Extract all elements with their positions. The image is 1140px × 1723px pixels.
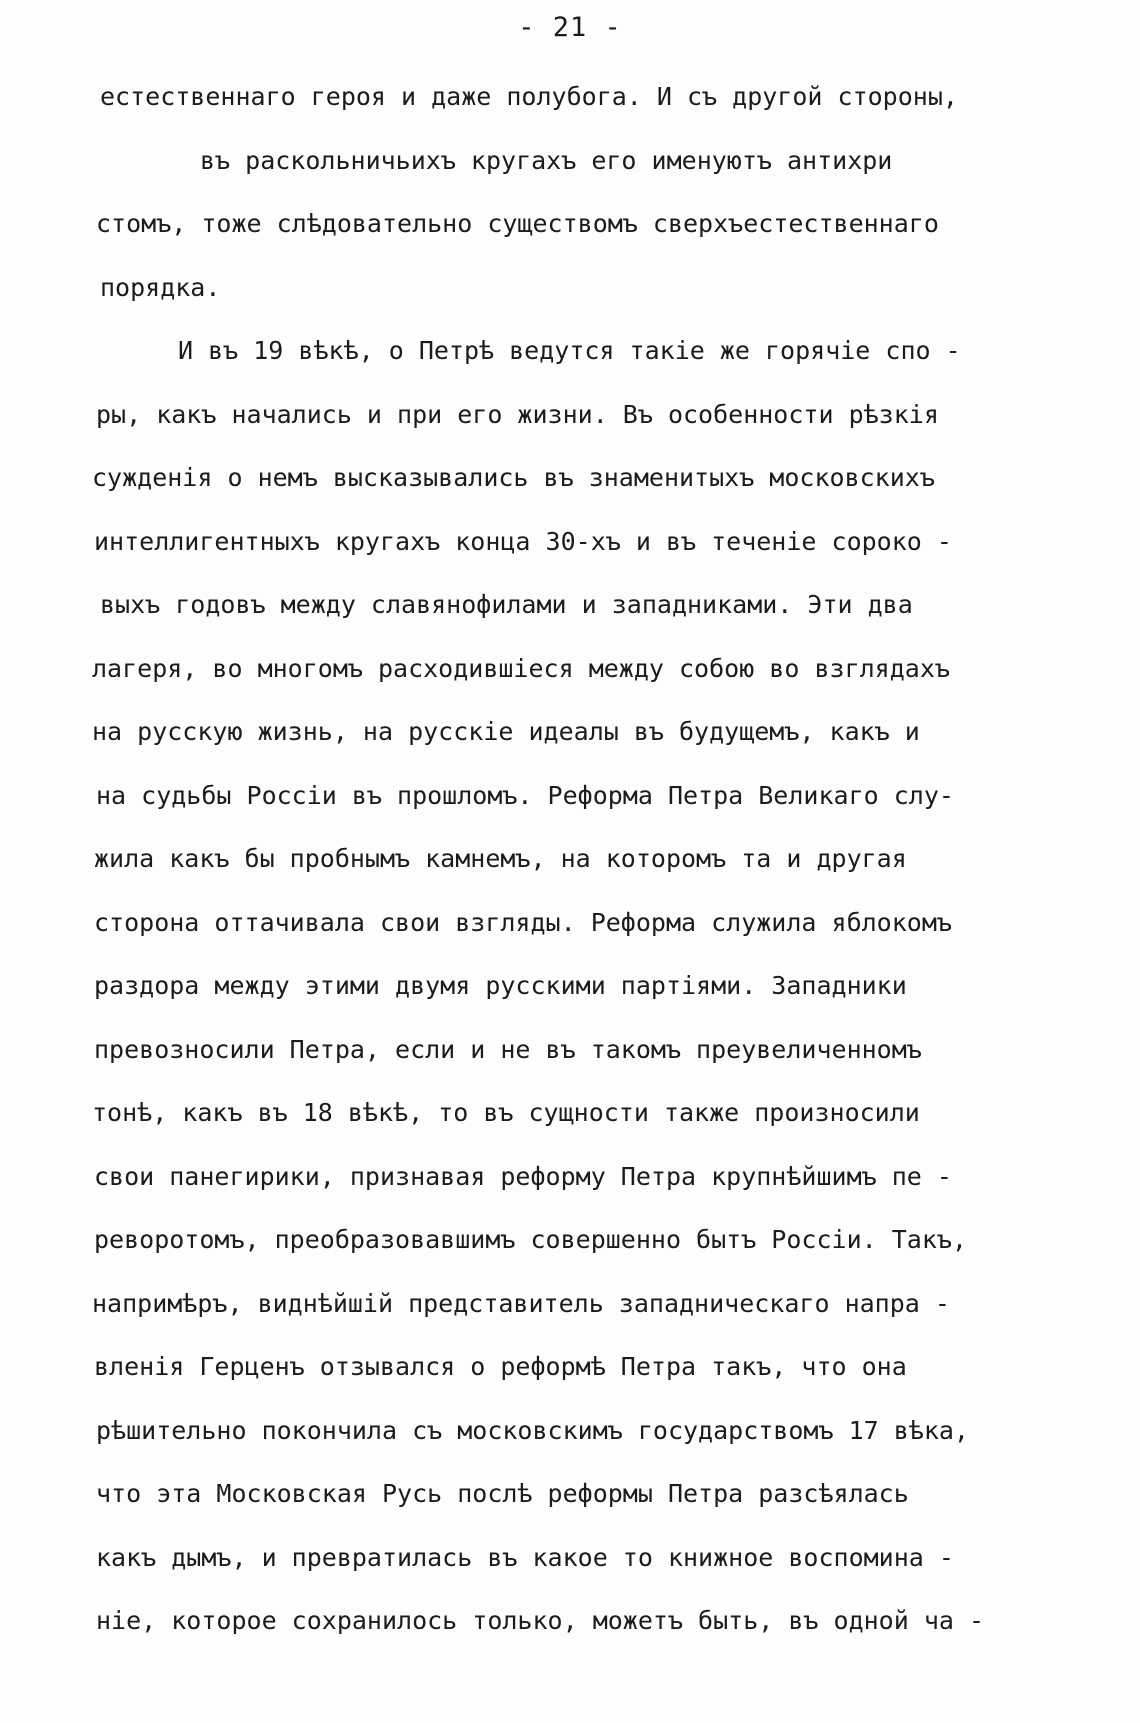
page-number: - 21 - — [518, 12, 622, 43]
text-line: лагеря, во многомъ расходившіеся между собою во взглядахъ — [92, 653, 950, 683]
text-line: сторона оттачивала свои взгляды. Реформа служила яблокомъ — [94, 907, 952, 937]
text-line: жила какъ бы пробнымъ камнемъ, на которомъ та и другая — [94, 844, 907, 873]
text-line: что эта Московская Русь послѣ реформы Петра разсѣялась — [96, 1479, 909, 1508]
text-line: стомъ, тоже слѣдовательно существомъ сверхъестественнаго — [96, 209, 939, 238]
text-line: рѣшительно покончила съ московскимъ государствомъ 17 вѣка, — [96, 1415, 969, 1445]
text-line: какъ дымъ, и превратилась въ какое то книжное воспомина - — [96, 1542, 954, 1572]
text-line: реворотомъ, преобразовавшимъ совершенно бытъ Россіи. Такъ, — [94, 1225, 967, 1254]
text-line: въ раскольничьихъ кругахъ его именуютъ антихри — [200, 145, 893, 175]
text-line: напримѣръ, виднѣйшій представитель западническаго напра - — [92, 1288, 950, 1318]
text-line: на судьбы Россіи въ прошломъ. Реформа Петра Великаго слу- — [96, 780, 954, 810]
text-line: раздора между этими двумя русскими партіями. Западники — [94, 971, 907, 1000]
text-line: сужденія о немъ высказывались въ знаменитыхъ московскихъ — [92, 463, 935, 492]
text-line: выхъ годовъ между славянофилами и западниками. Эти два — [100, 590, 913, 619]
text-line: интеллигентныхъ кругахъ конца 30-хъ и въ теченіе сороко - — [94, 526, 952, 556]
text-line: естественнаго героя и даже полубога. И съ другой стороны, — [100, 82, 958, 111]
text-line: тонѣ, какъ въ 18 вѣкѣ, то въ сущности также произносили — [92, 1098, 920, 1127]
text-body — [0, 74, 1140, 1662]
text-line: И въ 19 вѣкѣ, о Петрѣ ведутся такіе же горячіе спо - — [178, 336, 961, 365]
text-line: ры, какъ начались и при его жизни. Въ особенности рѣзкія — [96, 399, 939, 429]
text-line: порядка. — [100, 272, 221, 302]
text-line: ніе, которое сохранилось только, можетъ быть, въ одной ча - — [96, 1606, 985, 1635]
text-line: превозносили Петра, если и не въ такомъ преувеличенномъ — [94, 1034, 922, 1064]
text-line: на русскую жизнь, на русскіе идеалы въ будущемъ, какъ и — [92, 717, 920, 746]
text-line: свои панегирики, признавая реформу Петра крупнѣйшимъ пе - — [94, 1161, 952, 1191]
text-line: вленія Герценъ отзывался о реформѣ Петра такъ, что она — [94, 1352, 907, 1381]
